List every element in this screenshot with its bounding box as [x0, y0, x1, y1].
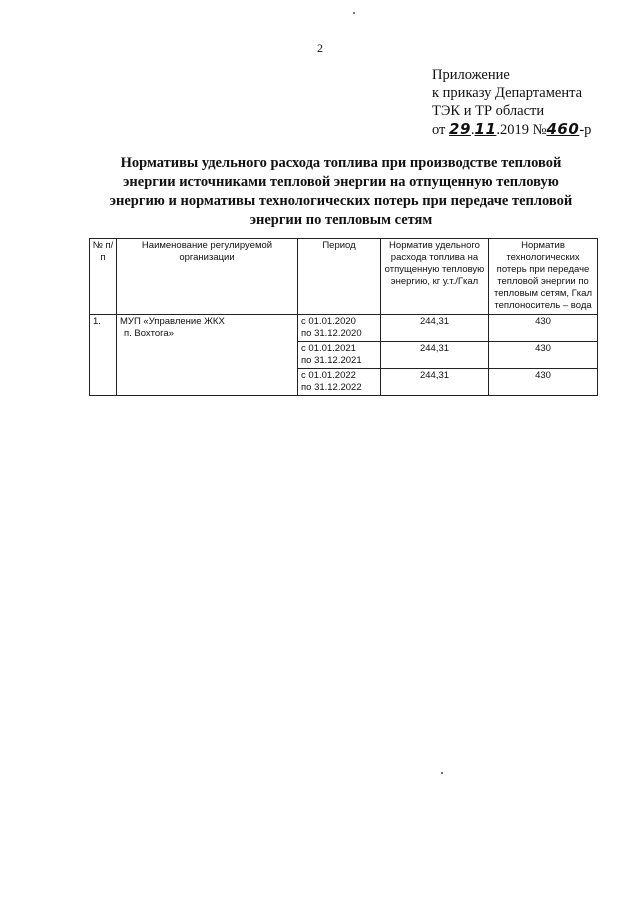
scan-speck — [441, 772, 443, 774]
document-title: Нормативы удельного расхода топлива при производстве тепловой энергии источниками тепловой энергии на отпущенную тепловую энергию и нормативы технологических потерь при передаче тепловой энергии по тепловым сетям — [109, 155, 573, 228]
period-to: по 31.12.2020 — [301, 328, 362, 339]
fuel-norm-value: 244,31 — [381, 369, 489, 396]
date-year: .2019 № — [496, 122, 547, 138]
handwritten-day: 29 — [449, 120, 471, 138]
row-number: 1. — [90, 315, 117, 396]
table-row — [90, 315, 598, 342]
table-header-row — [90, 239, 598, 315]
date-separator: . — [470, 122, 475, 138]
organization-line-2: п. Вохтога» — [124, 328, 174, 339]
handwritten-order-number: 460 — [546, 120, 580, 138]
period-from: с 01.01.2022 — [301, 370, 356, 381]
fuel-norm-value: 244,31 — [381, 342, 489, 369]
appendix-date-line — [432, 120, 632, 139]
fuel-norm-value: 244,31 — [381, 315, 489, 342]
handwritten-month: 11 — [474, 120, 497, 138]
loss-norm-value: 430 — [489, 342, 598, 369]
appendix-line-2: к приказу Департамента — [432, 85, 583, 101]
header-number: № п/п — [90, 239, 117, 315]
period-cell — [298, 369, 381, 396]
loss-norm-value: 430 — [489, 369, 598, 396]
page-number: 2 — [317, 41, 323, 55]
appendix-block — [432, 66, 632, 139]
header-organization: Наименование регулируемой организации — [117, 239, 298, 315]
period-cell — [298, 315, 381, 342]
period-to: по 31.12.2021 — [301, 355, 362, 366]
organization-line-1: МУП «Управление ЖКХ — [120, 316, 225, 327]
period-from: с 01.01.2021 — [301, 343, 356, 354]
date-prefix: от — [432, 122, 446, 138]
period-cell — [298, 342, 381, 369]
norms-table — [89, 238, 598, 396]
header-period: Период — [298, 239, 381, 315]
header-loss-norm: Норматив технологических потерь при передаче тепловой энергии по тепловым сетям, Гкал теплоноситель – вода — [489, 239, 598, 315]
period-from: с 01.01.2020 — [301, 316, 356, 327]
loss-norm-value: 430 — [489, 315, 598, 342]
header-fuel-norm: Норматив удельного расхода топлива на отпущенную тепловую энергию, кг у.т./Гкал — [381, 239, 489, 315]
period-to: по 31.12.2022 — [301, 382, 362, 393]
appendix-line-1: Приложение — [432, 67, 510, 83]
scan-speck — [353, 12, 355, 14]
appendix-line-3: ТЭК и ТР области — [432, 103, 545, 119]
organization-name — [117, 315, 298, 396]
order-suffix: -р — [579, 122, 592, 138]
